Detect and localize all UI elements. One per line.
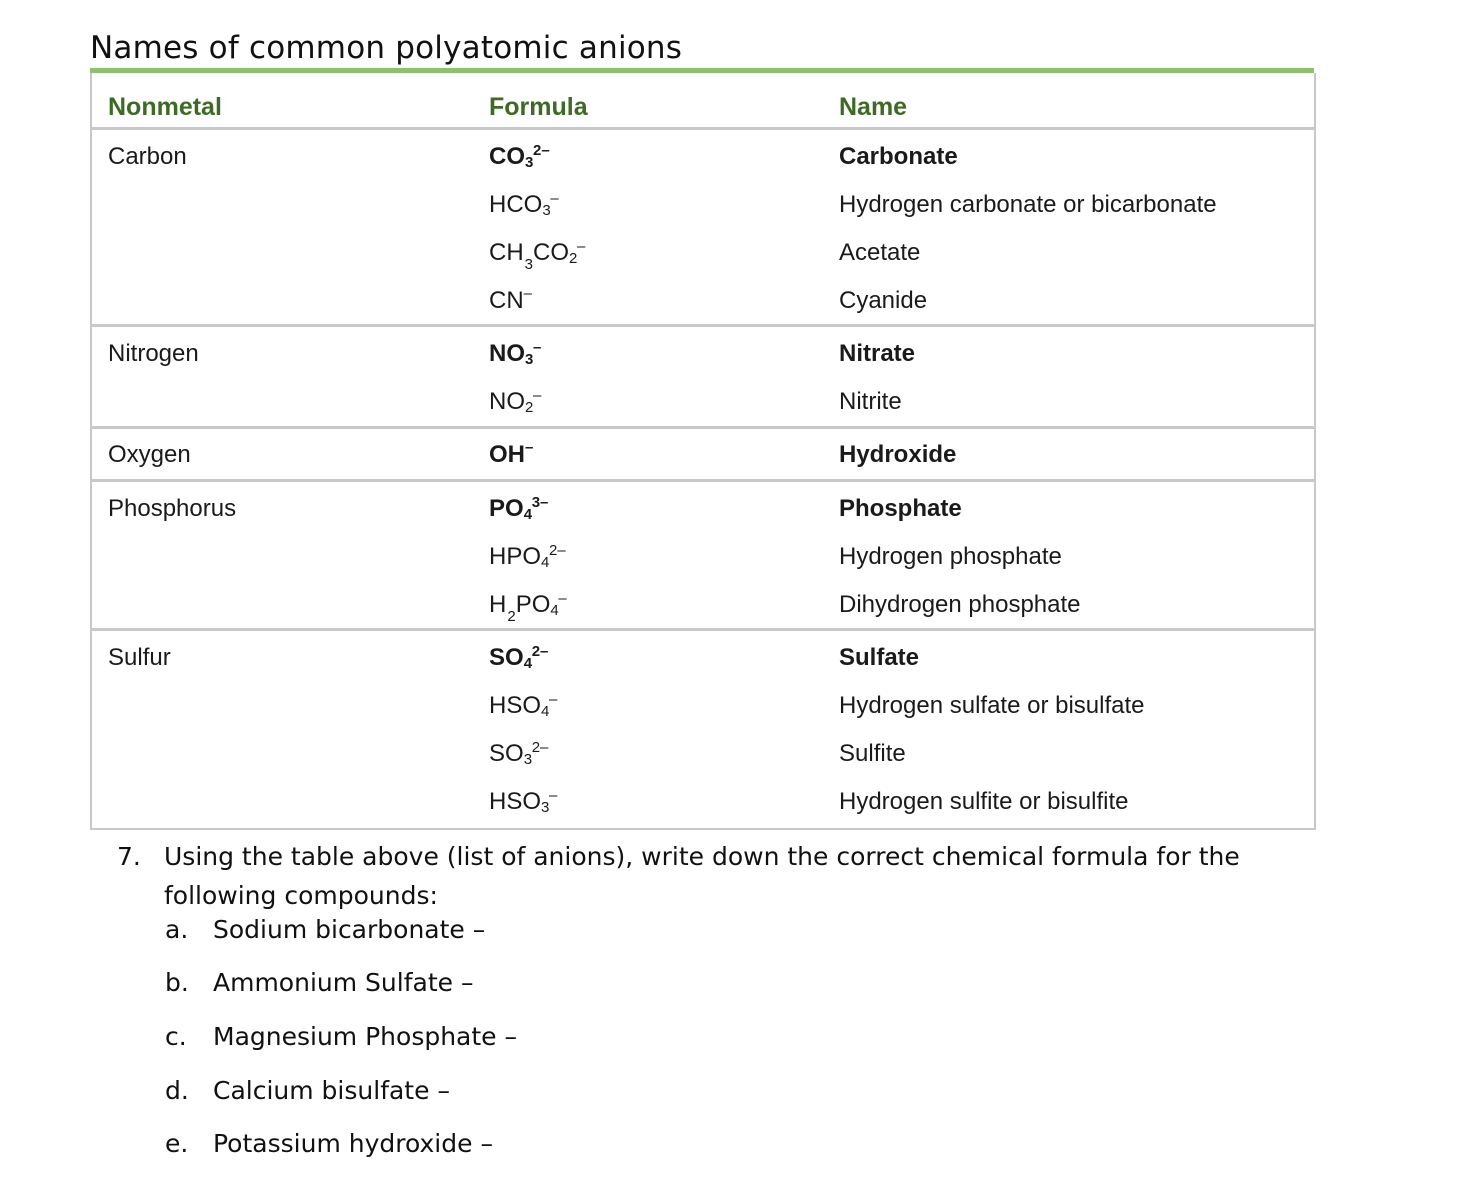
formula-charge: 2– — [531, 643, 549, 660]
formula-sub-charge — [569, 239, 593, 267]
formula-base: HPO — [489, 543, 542, 570]
header-nonmetal: Nonmetal — [108, 93, 222, 121]
formula-base: CO — [489, 143, 525, 170]
formula-base: OH — [489, 441, 525, 468]
formula-sub-charge — [524, 495, 554, 523]
formula-sub-charge — [541, 692, 563, 720]
formula-charge: 2– — [549, 542, 566, 559]
formula-cell — [489, 143, 555, 171]
formula-cell — [489, 590, 574, 625]
formula-base: NO — [489, 388, 525, 415]
item-text: Magnesium Phosphate – — [213, 1022, 518, 1051]
anion-name: Hydroxide — [839, 441, 957, 468]
formula-charge: 2– — [533, 142, 550, 159]
anion-name: Sulfite — [839, 740, 906, 767]
item-letter: a. — [165, 915, 189, 944]
formula-subscript: 4 — [541, 554, 550, 571]
formula-sub-charge — [524, 740, 554, 768]
formula-sub-charge — [541, 788, 563, 816]
formula-base: SO — [489, 644, 524, 671]
nonmetal-label: Sulfur — [108, 644, 171, 671]
formula-base: PO — [489, 495, 524, 522]
formula-subscript: 2 — [525, 399, 534, 416]
nonmetal-label: Phosphorus — [108, 495, 237, 522]
question-text: Using the table above (list of anions), write down the correct chemical formula for the following compounds: — [164, 842, 1240, 910]
formula-sub-charge — [550, 591, 574, 619]
formula-charge: – — [549, 691, 558, 708]
formula-subscript: 4 — [523, 655, 533, 672]
formula-charge: – — [525, 439, 534, 456]
formula-cell — [489, 191, 564, 219]
item-text: Calcium bisulfate – — [213, 1076, 450, 1105]
formula-charge: – — [577, 238, 586, 255]
nonmetal-label: Oxygen — [108, 441, 191, 468]
nonmetal-label: Nitrogen — [108, 340, 199, 367]
formula-base: CN — [489, 287, 524, 314]
formula-sub-charge — [524, 644, 554, 672]
formula-subscript: 3 — [524, 256, 534, 273]
formula-cell — [489, 740, 554, 768]
formula-sub-charge — [525, 388, 547, 416]
table-title: Names of common polyatomic anions — [90, 30, 683, 66]
formula-base: HSO — [489, 788, 542, 815]
item-letter: d. — [165, 1076, 189, 1105]
formula-subscript: 3 — [525, 351, 534, 368]
group-divider — [92, 628, 1314, 631]
formula-subscript: 2 — [569, 250, 578, 267]
formula-charge: – — [550, 190, 559, 207]
formula-charge: 2– — [531, 739, 549, 756]
anion-name: Hydrogen sulfite or bisulfite — [839, 788, 1129, 815]
nonmetal-label: Carbon — [108, 143, 187, 170]
formula-cell — [489, 238, 593, 273]
formula-subscript: 3 — [541, 799, 550, 816]
anion-name: Hydrogen sulfate or bisulfate — [839, 692, 1145, 719]
formula-base: CH — [489, 239, 524, 266]
formula-sub-charge — [525, 143, 555, 171]
formula-charge: 3– — [531, 494, 549, 511]
header-formula: Formula — [489, 93, 588, 121]
header-name: Name — [839, 93, 908, 121]
anion-table — [90, 73, 1316, 830]
item-letter: e. — [165, 1129, 189, 1158]
formula-subscript: 3 — [523, 751, 533, 768]
formula-cell — [489, 441, 533, 472]
item-letter: b. — [165, 968, 189, 997]
formula-cell — [489, 287, 532, 318]
formula-subscript: 3 — [525, 154, 534, 171]
formula-base: PO — [515, 591, 551, 618]
formula-cell — [489, 788, 563, 816]
formula-cell — [489, 388, 547, 416]
anion-name: Acetate — [839, 239, 921, 266]
anion-name: Phosphate — [839, 495, 962, 522]
formula-sub-charge — [541, 543, 571, 571]
formula-base: CO — [533, 239, 570, 266]
formula-subscript: 4 — [541, 703, 550, 720]
anion-name: Carbonate — [839, 143, 958, 170]
formula-cell — [489, 692, 563, 720]
anion-name: Hydrogen carbonate or bicarbonate — [839, 191, 1217, 218]
anion-name: Nitrite — [839, 388, 902, 415]
anion-name: Dihydrogen phosphate — [839, 591, 1081, 618]
formula-charge: – — [533, 387, 542, 404]
formula-base: HSO — [489, 692, 542, 719]
formula-base: NO — [489, 340, 525, 367]
item-text: Ammonium Sulfate – — [213, 968, 474, 997]
formula-charge: – — [533, 339, 542, 356]
group-divider — [92, 426, 1314, 429]
formula-charge: – — [549, 787, 558, 804]
group-divider — [92, 479, 1314, 482]
formula-cell — [489, 543, 571, 571]
formula-base: HCO — [489, 191, 543, 218]
formula-sub-charge — [542, 191, 564, 219]
group-divider — [92, 324, 1314, 327]
formula-base: SO — [489, 740, 524, 767]
anion-name: Hydrogen phosphate — [839, 543, 1062, 570]
formula-subscript: 4 — [523, 506, 533, 523]
anion-name: Cyanide — [839, 287, 928, 314]
formula-subscript: 2 — [507, 608, 516, 625]
formula-charge: – — [523, 285, 533, 302]
header-divider — [92, 127, 1314, 130]
formula-base: H — [489, 591, 507, 618]
formula-sub-charge — [525, 340, 547, 368]
item-text: Potassium hydroxide – — [213, 1129, 493, 1158]
formula-subscript: 3 — [542, 202, 551, 219]
item-letter: c. — [165, 1022, 187, 1051]
question-number: 7. — [117, 842, 141, 871]
formula-cell — [489, 340, 547, 368]
anion-name: Sulfate — [839, 644, 920, 671]
formula-subscript: 4 — [550, 602, 559, 619]
formula-cell — [489, 495, 554, 523]
anion-name: Nitrate — [839, 340, 916, 367]
formula-cell — [489, 644, 554, 672]
formula-charge: – — [558, 590, 567, 607]
item-text: Sodium bicarbonate – — [213, 915, 486, 944]
